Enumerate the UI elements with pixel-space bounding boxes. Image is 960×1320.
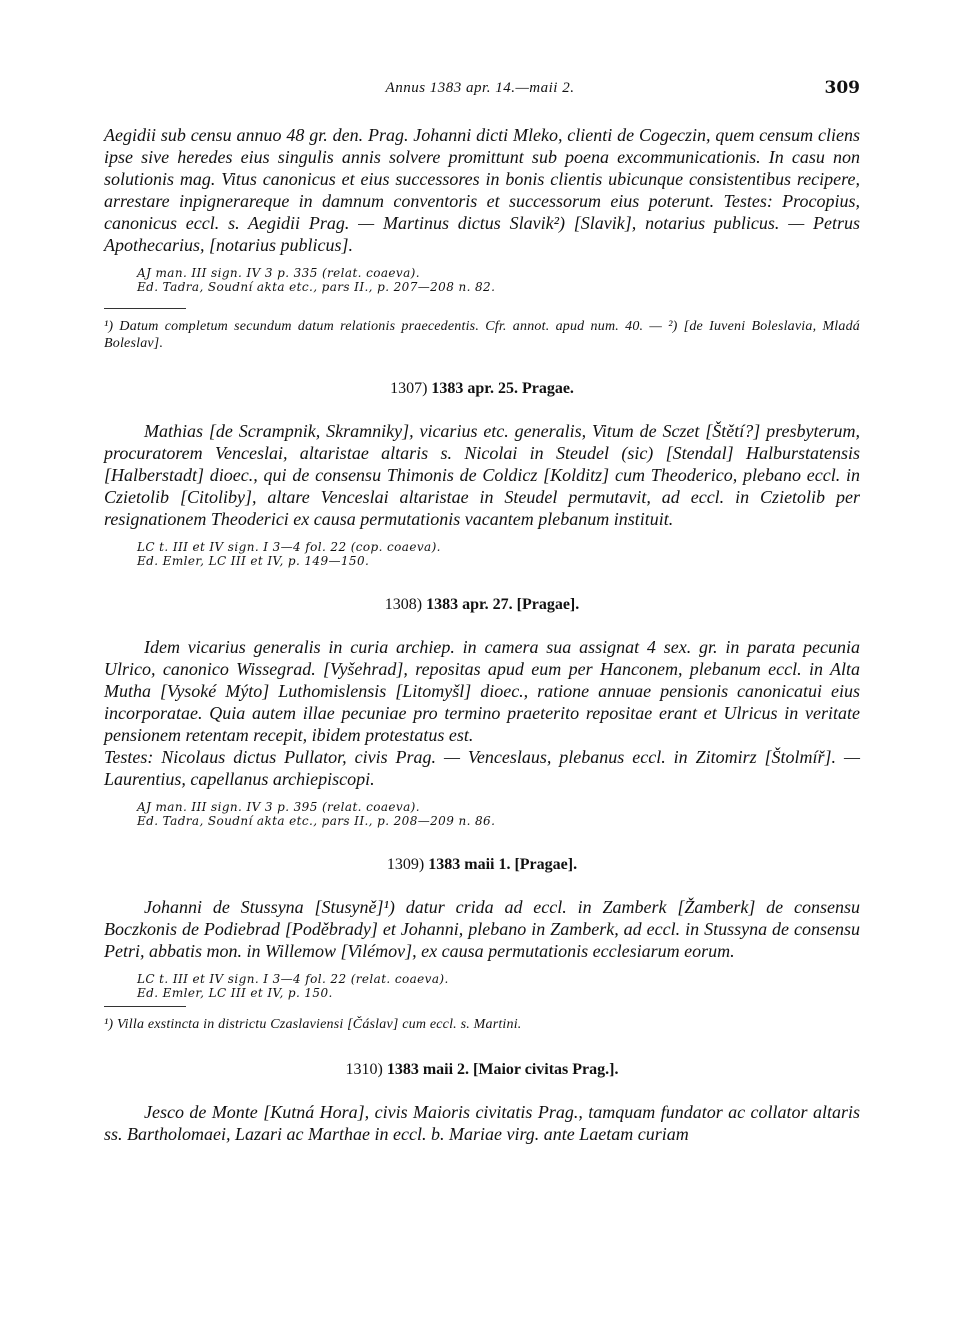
entry-1308 bbox=[104, 596, 860, 828]
entry-date-place: 1383 maii 2. [Maior civitas Prag.]. bbox=[386, 1061, 619, 1078]
entry-1309 bbox=[104, 856, 860, 1033]
source-line: Ed. Emler, LC III et IV, p. 149—150. bbox=[137, 554, 370, 568]
page-number: 309 bbox=[824, 78, 860, 98]
entry-text: Jesco de Monte [Kutná Hora], civis Maioris civitatis Prag., tamquam fundator ac collator altaris ss. Bartholomaei, Lazari ac Marthae in eccl. b. Mariae virg. ante Laetam curiam bbox=[104, 1102, 860, 1144]
entry-number: 1308) bbox=[384, 596, 423, 613]
entry-text: Idem vicarius generalis in curia archiep. in camera sua assignat 4 sex. gr. in parata pecunia Ulrico, canonico Wissegrad. [Vyšehrad], repositas apud eum per Hanconem, plebanum eccl. in Alta Mutha [Vysoké Mýto] Luthomislensis [Litomyšl] dioec., ratione annuae pensionis canonicatui eius incorporatae. Quia autem illae pecuniae pro termino praeterito repositae erant et Ulricus in veritate pensionem retentam recepit, ibidem protestatus est. bbox=[104, 637, 860, 745]
source-line: AJ man. III sign. IV 3 p. 395 (relat. coaeva). bbox=[137, 800, 420, 814]
entry-heading bbox=[104, 856, 860, 874]
footnote: ¹) Villa exstincta in districtu Czaslaviensi [Čáslav] cum eccl. s. Martini. bbox=[104, 1017, 522, 1032]
source-line: Ed. Emler, LC III et IV, p. 150. bbox=[137, 986, 333, 1000]
entry-heading bbox=[104, 596, 860, 614]
source-line: AJ man. III sign. IV 3 p. 335 (relat. coaeva). bbox=[137, 266, 420, 280]
entry-number: 1310) bbox=[345, 1061, 383, 1078]
footnote: ¹) Datum completum secundum datum relationis praecedentis. Cfr. annot. apud num. 40. — ²) [de Iuveni Boleslavia, Mladá Boleslav]. bbox=[104, 319, 860, 351]
footnote-rule bbox=[104, 1006, 186, 1007]
entry-date-place: 1383 apr. 25. Pragae. bbox=[431, 380, 574, 397]
entry-number: 1307) bbox=[390, 380, 428, 397]
source-line: Ed. Tadra, Soudní akta etc., pars II., p. 207—208 n. 82. bbox=[137, 280, 496, 294]
entry-number: 1309) bbox=[386, 856, 425, 873]
running-title: Annus 1383 apr. 14.—maii 2. bbox=[385, 80, 575, 96]
entry-witnesses: Testes: Nicolaus dictus Pullator, civis Prag. — Venceslaus, plebanus eccl. in Zitomirz [Štolmíř]. — Laurentius, capellanus archiepiscopi. bbox=[104, 747, 860, 789]
source-line: Ed. Tadra, Soudní akta etc., pars II., p. 208—209 n. 86. bbox=[137, 814, 496, 828]
entry-text: Johanni de Stussyna [Stusyně]¹) datur crida ad eccl. in Zamberk [Žamberk] de consensu Boczkonis de Podiebrad [Poděbrady] et Johanni, plebano in Zamberk, ad eccl. in Stussyna de consensu Petri, abbatis mon. in Willemow [Vilémov], ex causa permutationis ecclesiarum eorum. bbox=[104, 897, 860, 961]
entry-continued bbox=[104, 124, 860, 352]
entry-date-place: 1383 maii 1. [Pragae]. bbox=[428, 856, 578, 873]
source-line: LC t. III et IV sign. I 3—4 fol. 22 (relat. coaeva). bbox=[137, 972, 449, 986]
source-references bbox=[137, 972, 860, 1000]
entry-date-place: 1383 apr. 27. [Pragae]. bbox=[426, 596, 580, 613]
entry-heading bbox=[104, 1061, 860, 1079]
page-body bbox=[104, 124, 860, 1145]
entry-1310 bbox=[104, 1061, 860, 1145]
footnote-rule bbox=[104, 308, 186, 309]
entry-text: Mathias [de Scrampnik, Skramniky], vicarius etc. generalis, Vitum de Sczet [Štětí?] presbyterum, procuratorem Venceslai, altaristae altaris s. Nicolai in Steudel (sic) [Stendal] Halburstatensis [Halberstadt] dioec., qui de consensu Thimonis de Coldicz [Kolditz] cum Theoderico, plebano eccl. in Czietolib [Citoliby], altare Venceslai altaristae in Steudel permutavit, ad eccl. in Czietolib per resignationem Theoderici ex causa permutationis vacantem plebanum instituit. bbox=[104, 421, 860, 529]
source-references bbox=[137, 266, 860, 294]
entry-heading bbox=[104, 380, 860, 398]
source-line: LC t. III et IV sign. I 3—4 fol. 22 (cop. coaeva). bbox=[137, 540, 441, 554]
entry-text: Aegidii sub censu annuo 48 gr. den. Prag. Johanni dicti Mleko, clienti de Cogeczin, quem censum cliens ipse sive heredes eius singulis annis solvere promittunt sub poena excommunicationis. In casu non solutionis mag. Vitus canonicus et eius successores in bonis clientis ubicunque consistentibus recipere, arrestare inpignerareque in damnum conventoris et successorum eius poterunt. Testes: Procopius, canonicus eccl. s. Aegidii Prag. — Martinus dictus Slavik²) [Slavik], notarius publicus. — Petrus Apothecarius, [notarius publicus]. bbox=[104, 125, 860, 255]
page-header bbox=[0, 78, 960, 108]
source-references bbox=[137, 800, 860, 828]
entry-1307 bbox=[104, 380, 860, 568]
source-references bbox=[137, 540, 860, 568]
